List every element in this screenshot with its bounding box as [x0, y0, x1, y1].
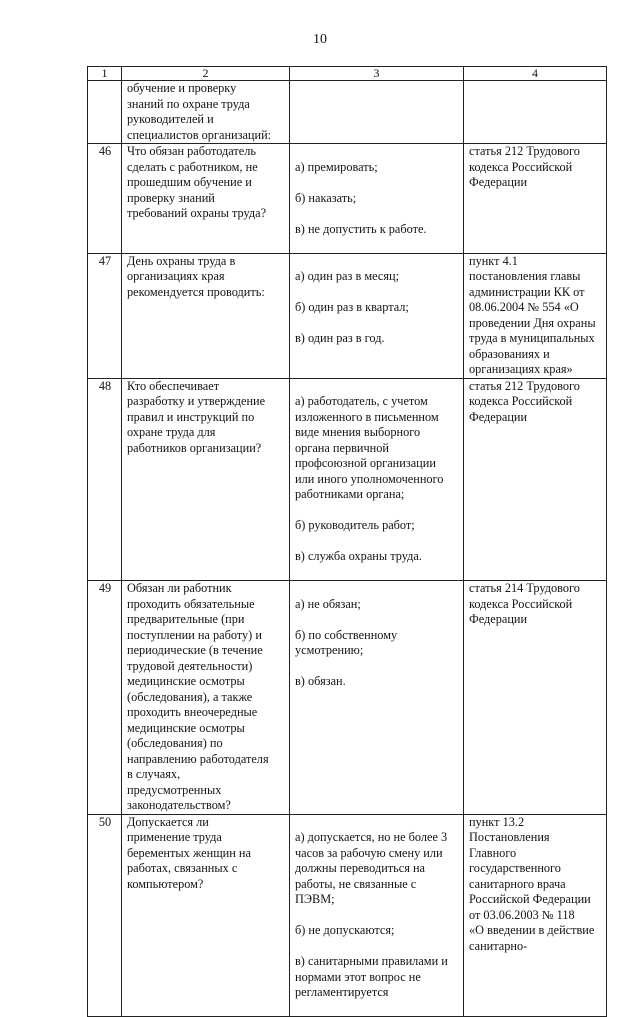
- answer-option: в) один раз в год.: [295, 331, 385, 345]
- answer-option: в) обязан.: [295, 674, 346, 688]
- column-header-question: 2: [122, 67, 290, 81]
- answer-option: а) не обязан;: [295, 596, 361, 611]
- table-row: [88, 581, 607, 815]
- legal-source: статья 212 Трудового кодекса Российской Федерации: [464, 378, 607, 581]
- column-header-source: 4: [464, 67, 607, 81]
- answer-option: б) не допускаются;: [295, 923, 395, 937]
- legal-source: [464, 81, 607, 144]
- question-text: Допускается ли применение труда берементых женщин на работах, связанных с компьютером?: [122, 814, 290, 1017]
- question-text: Что обязан работодатель сделать с работником, не прошедшим обучение и проверку знаний требований охраны труда?: [122, 144, 290, 254]
- page-number: 10: [313, 32, 327, 47]
- answer-option: в) не допустить к работе.: [295, 221, 427, 236]
- answer-option: б) по собственному усмотрению;: [295, 627, 398, 657]
- answer-option: а) допускается, но не более 3 часов за рабочую смену или должны переводиться на работы, не связанные с ПЭВМ;: [295, 830, 448, 906]
- question-text: День охраны труда в организациях края рекомендуется проводить:: [122, 253, 290, 378]
- answer-option: б) руководитель работ;: [295, 518, 415, 532]
- answer-option: в) санитарными правилами и нормами этот вопрос не регламентируется: [295, 954, 448, 999]
- row-number: 49: [88, 581, 122, 815]
- question-text: Кто обеспечивает разработку и утверждение правил и инструкций по охране труда для работников организации?: [122, 378, 290, 581]
- table-header-row: [88, 67, 607, 81]
- question-text: Обязан ли работник проходить обязательные предварительные (при поступлении на работу) и периодические (в течение трудовой деятельности) медицинские осмотры (обследования), а также проходить внеочередные медицинские осмотры (обследования) по направлению работодателя в случаях, предусмотренных законодательством?: [122, 581, 290, 815]
- row-number: 46: [88, 144, 122, 254]
- row-number: 50: [88, 814, 122, 1017]
- table-row: [88, 144, 607, 254]
- answer-option: б) наказать;: [295, 190, 357, 205]
- legal-source: пункт 4.1 постановления главы администрации КК от 08.06.2004 № 554 «О проведении Дня охраны труда в муниципальных образованиях и организациях края»: [464, 253, 607, 378]
- answer-option: а) премировать;: [295, 159, 378, 174]
- row-number: 47: [88, 253, 122, 378]
- answer-options: [290, 581, 464, 815]
- table-row: [88, 378, 607, 581]
- answer-options: [290, 378, 464, 581]
- answer-options: [290, 253, 464, 378]
- legal-source: статья 214 Трудового кодекса Российской Федерации: [464, 581, 607, 815]
- row-number: 48: [88, 378, 122, 581]
- column-header-answers: 3: [290, 67, 464, 81]
- questions-table: [87, 66, 607, 1017]
- table-row: [88, 81, 607, 144]
- answer-option: в) служба охраны труда.: [295, 549, 422, 563]
- legal-source: статья 212 Трудового кодекса Российской Федерации: [464, 144, 607, 254]
- answer-options: [290, 144, 464, 254]
- table-row: [88, 253, 607, 378]
- answer-option: б) один раз в квартал;: [295, 300, 409, 314]
- column-header-number: 1: [88, 67, 122, 81]
- table-row: [88, 814, 607, 1017]
- answer-options: [290, 814, 464, 1017]
- answer-option: а) работодатель, с учетом изложенного в письменном виде мнения выборного органа первичной профсоюзной организации или иного уполномоченного работниками органа;: [295, 394, 444, 501]
- legal-source: пункт 13.2 Постановления Главного государственного санитарного врача Российской Федерации от 03.06.2003 № 118 «О введении в действие санитарно-: [464, 814, 607, 1017]
- question-text: обучение и проверку знаний по охране труда руководителей и специалистов организаций:: [122, 81, 290, 144]
- answer-option: а) один раз в месяц;: [295, 269, 399, 283]
- row-number: [88, 81, 122, 144]
- answer-options: [290, 81, 464, 144]
